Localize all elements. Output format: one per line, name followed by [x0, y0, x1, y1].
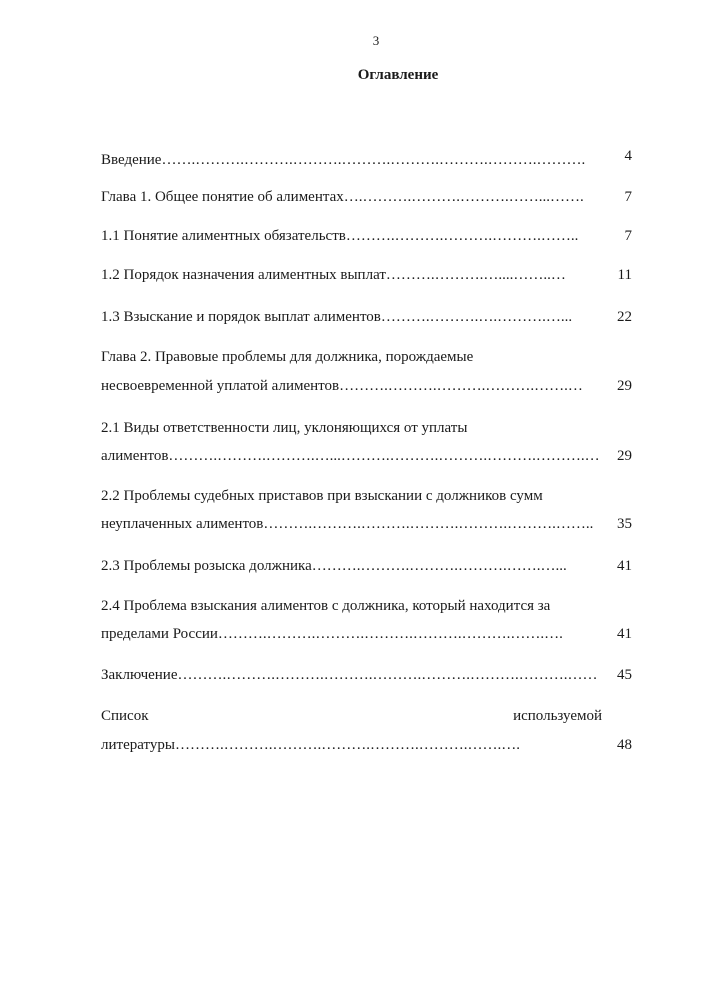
toc-entry-2-3 — [101, 557, 567, 575]
toc-entry-page: 11 — [617, 267, 632, 283]
toc-entry-page: 7 — [624, 228, 632, 244]
toc-entry-page: 48 — [617, 737, 632, 753]
toc-entry-2-1 — [101, 447, 600, 465]
toc-entry-text-right: используемой — [513, 708, 602, 724]
toc-entry-chapter-1 — [101, 188, 584, 206]
toc-entry-page: 29 — [617, 378, 632, 394]
toc-entry-text: пределами России — [101, 626, 218, 642]
toc-entry-1-3 — [101, 308, 572, 326]
toc-entry-text: Глава 1. Общее понятие об алиментах — [101, 189, 344, 205]
toc-entry-bibliography-line1 — [101, 707, 602, 725]
toc-entry-conclusion — [101, 666, 598, 684]
toc-entry-page: 22 — [617, 309, 632, 325]
toc-entry-text: Введение — [101, 152, 162, 168]
toc-entry-1-2 — [101, 266, 566, 284]
dot-leader: ……….……….……….……….……….……….…….…. — [217, 626, 563, 642]
toc-entry-page: 41 — [617, 558, 632, 574]
toc-entry-text: неуплаченных алиментов — [101, 516, 264, 532]
toc-entry-page: 4 — [624, 148, 632, 164]
dot-leader: ……….……….……….……….……….……….…….…. — [174, 737, 520, 753]
dot-leader: ……….……….……….……….……….……….…….. — [263, 516, 594, 532]
dot-leader: ……….……….……….……….…….… — [339, 378, 583, 394]
toc-entry-page: 35 — [617, 516, 632, 532]
toc-entry-text-left: Список — [101, 708, 149, 724]
toc-entry-2-2-line1: 2.2 Проблемы судебных приставов при взыскании с должников сумм — [101, 488, 543, 504]
toc-entry-1-1 — [101, 227, 578, 245]
toc-entry-text: 1.2 Порядок назначения алиментных выплат — [101, 267, 386, 283]
dot-leader: ……….……….……….……….……….……….……….……….…… — [177, 667, 598, 683]
dot-leader: ……….……….…....……..… — [385, 267, 566, 283]
toc-title: Оглавление — [357, 67, 439, 83]
toc-entry-text: 2.3 Проблемы розыска должника — [101, 558, 312, 574]
toc-entry-page: 41 — [617, 626, 632, 642]
toc-entry-chapter-2 — [101, 377, 583, 395]
dot-leader: ……….……….……….……….…….…... — [311, 558, 567, 574]
toc-entry-2-4-line1: 2.4 Проблема взыскания алиментов с должника, который находится за — [101, 598, 551, 614]
toc-entry-page: 45 — [617, 667, 632, 683]
toc-entry-chapter-2-line1: Глава 2. Правовые проблемы для должника, порождаемые — [101, 349, 474, 365]
page-number: 3 — [372, 33, 380, 48]
toc-entry-text: алиментов — [101, 448, 169, 464]
toc-entry-text: литературы — [101, 737, 175, 753]
toc-entry-2-2 — [101, 515, 593, 533]
dot-leader: …….……….……….……….……….……….……….……….………. — [161, 152, 586, 168]
toc-entry-text: 1.1 Понятие алиментных обязательств — [101, 228, 346, 244]
dot-leader: ……….……….……….…...……….……….……….……….……….… — [168, 448, 600, 464]
toc-entry-2-1-line1: 2.1 Виды ответственности лиц, уклоняющихся от уплаты — [101, 420, 468, 436]
toc-entry-introduction — [101, 151, 585, 169]
toc-entry-text: 1.3 Взыскание и порядок выплат алиментов — [101, 309, 381, 325]
toc-entry-text: Заключение — [101, 667, 178, 683]
toc-entry-page: 29 — [617, 448, 632, 464]
dot-leader: ….……….……….……….……...……. — [343, 189, 584, 205]
dot-leader: ……….……….….……….…... — [380, 309, 573, 325]
toc-entry-text: несвоевременной уплатой алиментов — [101, 378, 340, 394]
toc-entry-2-4 — [101, 625, 563, 643]
toc-entry-page: 7 — [624, 189, 632, 205]
dot-leader: ……….……….……….……….…….. — [345, 228, 579, 244]
toc-entry-bibliography — [101, 736, 520, 754]
